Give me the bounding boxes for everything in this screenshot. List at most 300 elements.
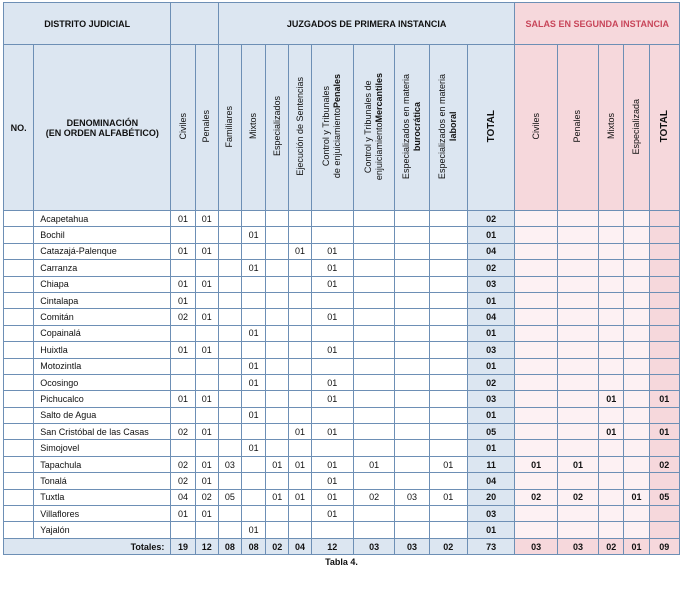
district-name: Tonalá	[34, 473, 171, 489]
count-cell	[395, 325, 429, 341]
row-number-cell	[4, 325, 34, 341]
count-cell	[515, 292, 557, 308]
count-cell	[429, 243, 467, 259]
count-cell	[599, 342, 624, 358]
count-cell: 01	[515, 456, 557, 472]
count-cell	[218, 522, 241, 538]
count-cell	[624, 456, 649, 472]
count-cell	[599, 506, 624, 522]
count-cell	[515, 522, 557, 538]
count-cell	[515, 374, 557, 390]
count-cell	[649, 260, 679, 276]
count-cell	[515, 260, 557, 276]
count-cell: 01	[171, 276, 195, 292]
header-burocratica-text	[401, 74, 423, 179]
header-ejecucion	[289, 45, 311, 211]
count-cell	[557, 276, 598, 292]
count-cell: 03	[467, 276, 514, 292]
count-cell: 01	[311, 424, 353, 440]
header-control-mercantiles-line2b: Mercantiles	[374, 72, 385, 123]
header-control-penales-line1: Control y Tribunales	[321, 86, 332, 167]
count-cell: 04	[467, 243, 514, 259]
count-cell	[649, 407, 679, 423]
count-cell	[429, 407, 467, 423]
table-row	[4, 407, 680, 423]
count-cell: 01	[311, 243, 353, 259]
total-cell: 02	[429, 538, 467, 554]
count-cell	[353, 211, 394, 227]
count-cell: 01	[599, 424, 624, 440]
count-cell	[171, 227, 195, 243]
count-cell	[515, 358, 557, 374]
count-cell	[171, 260, 195, 276]
count-cell	[649, 440, 679, 456]
count-cell	[599, 325, 624, 341]
count-cell	[218, 473, 241, 489]
district-name: San Cristóbal de las Casas	[34, 424, 171, 440]
count-cell: 03	[218, 456, 241, 472]
count-cell	[242, 473, 266, 489]
header-mixtos	[242, 45, 266, 211]
count-cell	[289, 211, 311, 227]
total-cell: 04	[289, 538, 311, 554]
table-row	[4, 243, 680, 259]
header-burocratica-line1: Especializados en materia	[400, 73, 411, 180]
count-cell	[195, 522, 218, 538]
total-cell: 12	[195, 538, 218, 554]
count-cell: 01	[289, 456, 311, 472]
header-civiles-text: Civiles	[177, 113, 188, 140]
count-cell: 05	[467, 424, 514, 440]
row-number-cell	[4, 211, 34, 227]
count-cell	[429, 391, 467, 407]
district-name: Catazajá-Palenque	[34, 243, 171, 259]
count-cell	[242, 489, 266, 505]
count-cell	[624, 276, 649, 292]
count-cell	[353, 276, 394, 292]
count-cell: 02	[171, 456, 195, 472]
header-control-penales-text	[321, 74, 343, 178]
count-cell	[649, 358, 679, 374]
header-salas-penales-text: Penales	[572, 110, 583, 143]
count-cell: 01	[467, 407, 514, 423]
count-cell: 01	[311, 342, 353, 358]
row-number-cell	[4, 391, 34, 407]
district-name: Comitán	[34, 309, 171, 325]
count-cell	[218, 309, 241, 325]
count-cell	[395, 440, 429, 456]
count-cell	[624, 358, 649, 374]
count-cell	[429, 358, 467, 374]
count-cell: 01	[311, 276, 353, 292]
count-cell	[649, 522, 679, 538]
count-cell: 01	[242, 522, 266, 538]
count-cell	[515, 243, 557, 259]
count-cell	[599, 440, 624, 456]
table-row	[4, 276, 680, 292]
header-salas: SALAS EN SEGUNDA INSTANCIA	[515, 3, 680, 45]
count-cell	[557, 227, 598, 243]
count-cell	[395, 211, 429, 227]
row-number-cell	[4, 424, 34, 440]
count-cell	[395, 456, 429, 472]
count-cell	[171, 374, 195, 390]
count-cell	[429, 260, 467, 276]
count-cell	[395, 276, 429, 292]
count-cell	[557, 358, 598, 374]
count-cell	[266, 276, 289, 292]
header-juzgados: JUZGADOS DE PRIMERA INSTANCIA	[218, 3, 515, 45]
total-cell: 08	[218, 538, 241, 554]
header-penales-text: Penales	[201, 110, 212, 143]
row-number-cell	[4, 358, 34, 374]
row-number-cell	[4, 309, 34, 325]
count-cell	[557, 309, 598, 325]
count-cell	[649, 276, 679, 292]
total-cell: 03	[395, 538, 429, 554]
count-cell: 01	[599, 391, 624, 407]
count-cell	[195, 227, 218, 243]
count-cell	[429, 292, 467, 308]
count-cell	[311, 522, 353, 538]
count-cell	[289, 440, 311, 456]
district-name: Ocosingo	[34, 374, 171, 390]
count-cell: 01	[195, 473, 218, 489]
count-cell	[515, 276, 557, 292]
total-cell: 02	[599, 538, 624, 554]
count-cell	[395, 260, 429, 276]
count-cell: 01	[266, 456, 289, 472]
table-wrapper	[3, 2, 680, 567]
count-cell	[624, 522, 649, 538]
count-cell: 01	[171, 391, 195, 407]
count-cell: 02	[515, 489, 557, 505]
count-cell	[599, 407, 624, 423]
count-cell	[624, 473, 649, 489]
count-cell	[649, 227, 679, 243]
juzgados-table	[3, 2, 680, 555]
count-cell: 03	[467, 342, 514, 358]
count-cell	[242, 456, 266, 472]
header-total	[467, 45, 514, 211]
count-cell	[218, 325, 241, 341]
count-cell	[353, 506, 394, 522]
count-cell	[557, 391, 598, 407]
count-cell: 05	[218, 489, 241, 505]
count-cell	[289, 325, 311, 341]
header-burocratica-line2: burocrática	[411, 101, 422, 152]
count-cell	[429, 522, 467, 538]
count-cell	[649, 292, 679, 308]
count-cell	[218, 424, 241, 440]
count-cell	[353, 374, 394, 390]
count-cell	[171, 407, 195, 423]
count-cell	[395, 473, 429, 489]
header-total-text: TOTAL	[485, 110, 497, 143]
table-row	[4, 489, 680, 505]
total-cell: 09	[649, 538, 679, 554]
count-cell	[353, 227, 394, 243]
count-cell	[266, 473, 289, 489]
header-no: NO.	[4, 45, 34, 211]
header-denominacion	[34, 45, 171, 211]
count-cell	[311, 292, 353, 308]
count-cell: 01	[195, 342, 218, 358]
count-cell: 01	[289, 489, 311, 505]
count-cell	[395, 243, 429, 259]
count-cell	[266, 374, 289, 390]
count-cell: 01	[467, 522, 514, 538]
district-name: Pichucalco	[34, 391, 171, 407]
count-cell	[599, 473, 624, 489]
count-cell: 01	[649, 424, 679, 440]
count-cell: 03	[467, 391, 514, 407]
count-cell	[195, 325, 218, 341]
count-cell	[649, 374, 679, 390]
count-cell: 01	[242, 260, 266, 276]
count-cell	[195, 407, 218, 423]
count-cell	[395, 342, 429, 358]
count-cell: 01	[467, 292, 514, 308]
count-cell: 02	[353, 489, 394, 505]
count-cell	[395, 506, 429, 522]
count-cell	[429, 424, 467, 440]
header-familiares-text: Familiares	[224, 105, 235, 148]
count-cell	[353, 260, 394, 276]
count-cell: 11	[467, 456, 514, 472]
count-cell	[289, 391, 311, 407]
count-cell	[429, 506, 467, 522]
count-cell	[599, 358, 624, 374]
count-cell: 02	[467, 374, 514, 390]
count-cell: 01	[195, 391, 218, 407]
header-control-penales	[311, 45, 353, 211]
count-cell	[557, 243, 598, 259]
header-mixtos-text: Mixtos	[248, 113, 259, 140]
header-denominacion-line1: DENOMINACIÓN	[66, 117, 139, 128]
count-cell	[218, 506, 241, 522]
row-number-cell	[4, 489, 34, 505]
count-cell	[218, 276, 241, 292]
count-cell	[353, 358, 394, 374]
count-cell	[289, 342, 311, 358]
count-cell	[557, 440, 598, 456]
header-control-mercantiles-line1: Control y Tribunales de	[363, 80, 374, 173]
count-cell: 01	[171, 211, 195, 227]
total-cell: 01	[624, 538, 649, 554]
count-cell	[429, 325, 467, 341]
count-cell: 01	[311, 473, 353, 489]
count-cell	[599, 243, 624, 259]
count-cell	[395, 309, 429, 325]
header-laboral-text	[437, 74, 459, 179]
header-penales	[195, 45, 218, 211]
count-cell: 01	[649, 391, 679, 407]
total-cell: 12	[311, 538, 353, 554]
count-cell	[242, 391, 266, 407]
count-cell: 20	[467, 489, 514, 505]
count-cell: 01	[311, 309, 353, 325]
count-cell	[266, 391, 289, 407]
count-cell: 01	[467, 227, 514, 243]
count-cell: 01	[171, 243, 195, 259]
header-salas-penales	[557, 45, 598, 211]
count-cell	[353, 309, 394, 325]
header-salas-especializada-text: Especializada	[630, 98, 641, 155]
count-cell	[311, 227, 353, 243]
count-cell	[289, 374, 311, 390]
total-cell: 08	[242, 538, 266, 554]
count-cell	[218, 374, 241, 390]
district-name: Yajalón	[34, 522, 171, 538]
row-number-cell	[4, 456, 34, 472]
count-cell	[218, 211, 241, 227]
count-cell	[311, 407, 353, 423]
count-cell: 01	[311, 391, 353, 407]
count-cell	[171, 358, 195, 374]
count-cell: 01	[171, 506, 195, 522]
count-cell	[429, 440, 467, 456]
row-number-cell	[4, 276, 34, 292]
count-cell	[242, 211, 266, 227]
header-control-penales-line2a: de enjuiciamiento	[332, 108, 343, 179]
count-cell	[242, 342, 266, 358]
count-cell	[599, 276, 624, 292]
count-cell	[624, 424, 649, 440]
count-cell	[218, 358, 241, 374]
count-cell	[266, 506, 289, 522]
count-cell	[624, 342, 649, 358]
count-cell	[242, 243, 266, 259]
count-cell	[218, 243, 241, 259]
header-salas-total-text: TOTAL	[658, 110, 670, 143]
count-cell	[266, 325, 289, 341]
table-row	[4, 292, 680, 308]
row-number-cell	[4, 473, 34, 489]
count-cell	[289, 227, 311, 243]
count-cell	[624, 440, 649, 456]
header-especializados	[266, 45, 289, 211]
count-cell	[242, 506, 266, 522]
count-cell: 02	[467, 211, 514, 227]
count-cell: 04	[467, 309, 514, 325]
count-cell	[266, 243, 289, 259]
header-laboral	[429, 45, 467, 211]
count-cell	[395, 391, 429, 407]
table-row	[4, 325, 680, 341]
header-control-penales-line2b: Penales	[332, 74, 343, 109]
count-cell	[429, 342, 467, 358]
count-cell	[289, 473, 311, 489]
header-ejecucion-text: Ejecución de Sentencias	[294, 77, 305, 176]
table-row	[4, 424, 680, 440]
count-cell	[515, 424, 557, 440]
count-cell	[515, 211, 557, 227]
header-salas-mixtos	[599, 45, 624, 211]
count-cell	[599, 374, 624, 390]
count-cell: 01	[171, 342, 195, 358]
count-cell	[218, 440, 241, 456]
header-burocratica	[395, 45, 429, 211]
count-cell	[624, 260, 649, 276]
count-cell	[266, 227, 289, 243]
count-cell	[599, 227, 624, 243]
count-cell	[624, 391, 649, 407]
count-cell	[353, 424, 394, 440]
count-cell	[599, 260, 624, 276]
count-cell	[242, 292, 266, 308]
table-row	[4, 309, 680, 325]
total-cell: 02	[266, 538, 289, 554]
header-salas-civiles	[515, 45, 557, 211]
table-row	[4, 260, 680, 276]
count-cell	[353, 325, 394, 341]
count-cell	[557, 506, 598, 522]
count-cell	[515, 227, 557, 243]
count-cell: 01	[195, 424, 218, 440]
row-number-cell	[4, 522, 34, 538]
count-cell: 01	[467, 440, 514, 456]
total-cell: 03	[515, 538, 557, 554]
header-civiles	[171, 45, 195, 211]
header-salas-especializada	[624, 45, 649, 211]
count-cell	[311, 440, 353, 456]
count-cell	[395, 374, 429, 390]
header-salas-mixtos-text: Mixtos	[605, 113, 616, 140]
count-cell	[353, 243, 394, 259]
count-cell	[353, 407, 394, 423]
count-cell	[266, 342, 289, 358]
count-cell	[266, 522, 289, 538]
table-row	[4, 358, 680, 374]
count-cell: 02	[171, 424, 195, 440]
total-cell: 03	[353, 538, 394, 554]
count-cell: 01	[242, 358, 266, 374]
count-cell	[429, 309, 467, 325]
count-cell	[649, 342, 679, 358]
district-name: Carranza	[34, 260, 171, 276]
count-cell	[624, 227, 649, 243]
count-cell: 01	[195, 211, 218, 227]
row-number-cell	[4, 374, 34, 390]
count-cell: 01	[624, 489, 649, 505]
count-cell	[266, 358, 289, 374]
count-cell	[289, 407, 311, 423]
table-row	[4, 522, 680, 538]
count-cell: 02	[171, 473, 195, 489]
count-cell	[649, 473, 679, 489]
count-cell	[557, 260, 598, 276]
count-cell	[289, 506, 311, 522]
table-caption: Tabla 4.	[325, 557, 358, 568]
count-cell	[353, 473, 394, 489]
count-cell	[218, 391, 241, 407]
count-cell: 03	[467, 506, 514, 522]
count-cell	[266, 407, 289, 423]
district-name: Salto de Agua	[34, 407, 171, 423]
count-cell	[353, 522, 394, 538]
count-cell	[515, 407, 557, 423]
count-cell	[171, 325, 195, 341]
count-cell: 01	[242, 440, 266, 456]
count-cell	[289, 260, 311, 276]
count-cell	[429, 276, 467, 292]
district-name: Villaflores	[34, 506, 171, 522]
district-name: Cintalapa	[34, 292, 171, 308]
row-number-cell	[4, 342, 34, 358]
count-cell: 01	[289, 243, 311, 259]
count-cell	[266, 424, 289, 440]
